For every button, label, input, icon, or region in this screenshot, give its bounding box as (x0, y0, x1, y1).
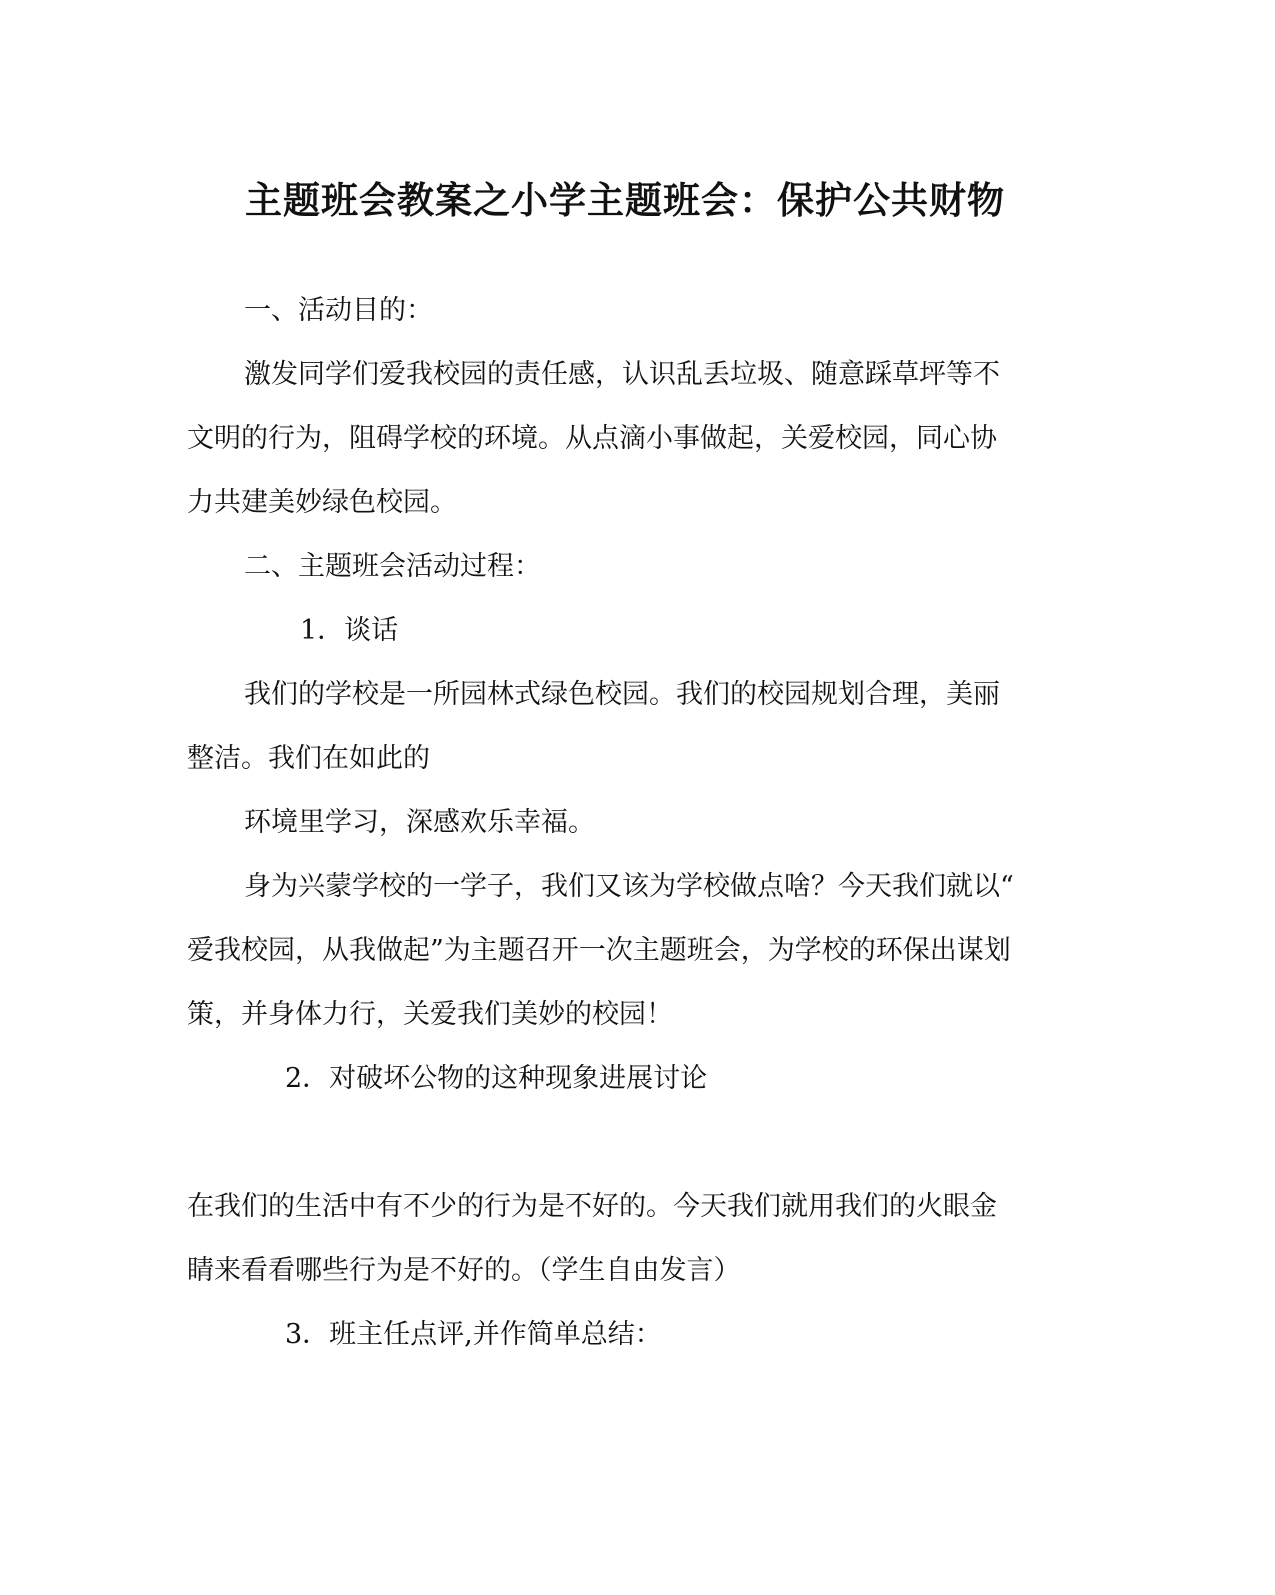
subsection-heading-discussion: 2．对破坏公物的这种现象进展讨论 (285, 1063, 708, 1094)
paragraph-line: 我们的学校是一所园林式绿色校园。我们的校园规划合理，美丽 (244, 679, 1000, 710)
paragraph-line: 策，并身体力行，关爱我们美妙的校园！ (187, 999, 673, 1030)
paragraph-line: 身为兴蒙学校的一学子，我们又该为学校做点啥？今天我们就以“ (244, 871, 1014, 902)
paragraph-line: 力共建美妙绿色校园。 (187, 487, 457, 518)
section-heading-process: 二、主题班会活动过程： (244, 551, 541, 582)
paragraph-line: 激发同学们爱我校园的责任感，认识乱丢垃圾、随意踩草坪等不 (244, 359, 1000, 390)
paragraph-line: 文明的行为，阻碍学校的环境。从点滴小事做起，关爱校园，同心协 (187, 423, 997, 454)
paragraph-line: 睛来看看哪些行为是不好的。（学生自由发言） (187, 1255, 741, 1286)
paragraph-line: 环境里学习，深感欢乐幸福。 (244, 807, 595, 838)
paragraph-line: 爱我校园，从我做起”为主题召开一次主题班会，为学校的环保出谋划 (187, 935, 1011, 966)
subsection-heading-summary: 3．班主任点评,并作简单总结： (285, 1319, 662, 1350)
subsection-heading-talk: 1．谈话 (300, 615, 399, 646)
section-heading-objective: 一、活动目的： (244, 295, 433, 326)
paragraph-line: 整洁。我们在如此的 (187, 743, 430, 774)
document-title: 主题班会教案之小学主题班会：保护公共财物 (245, 178, 1005, 222)
paragraph-line: 在我们的生活中有不少的行为是不好的。今天我们就用我们的火眼金 (187, 1191, 997, 1222)
